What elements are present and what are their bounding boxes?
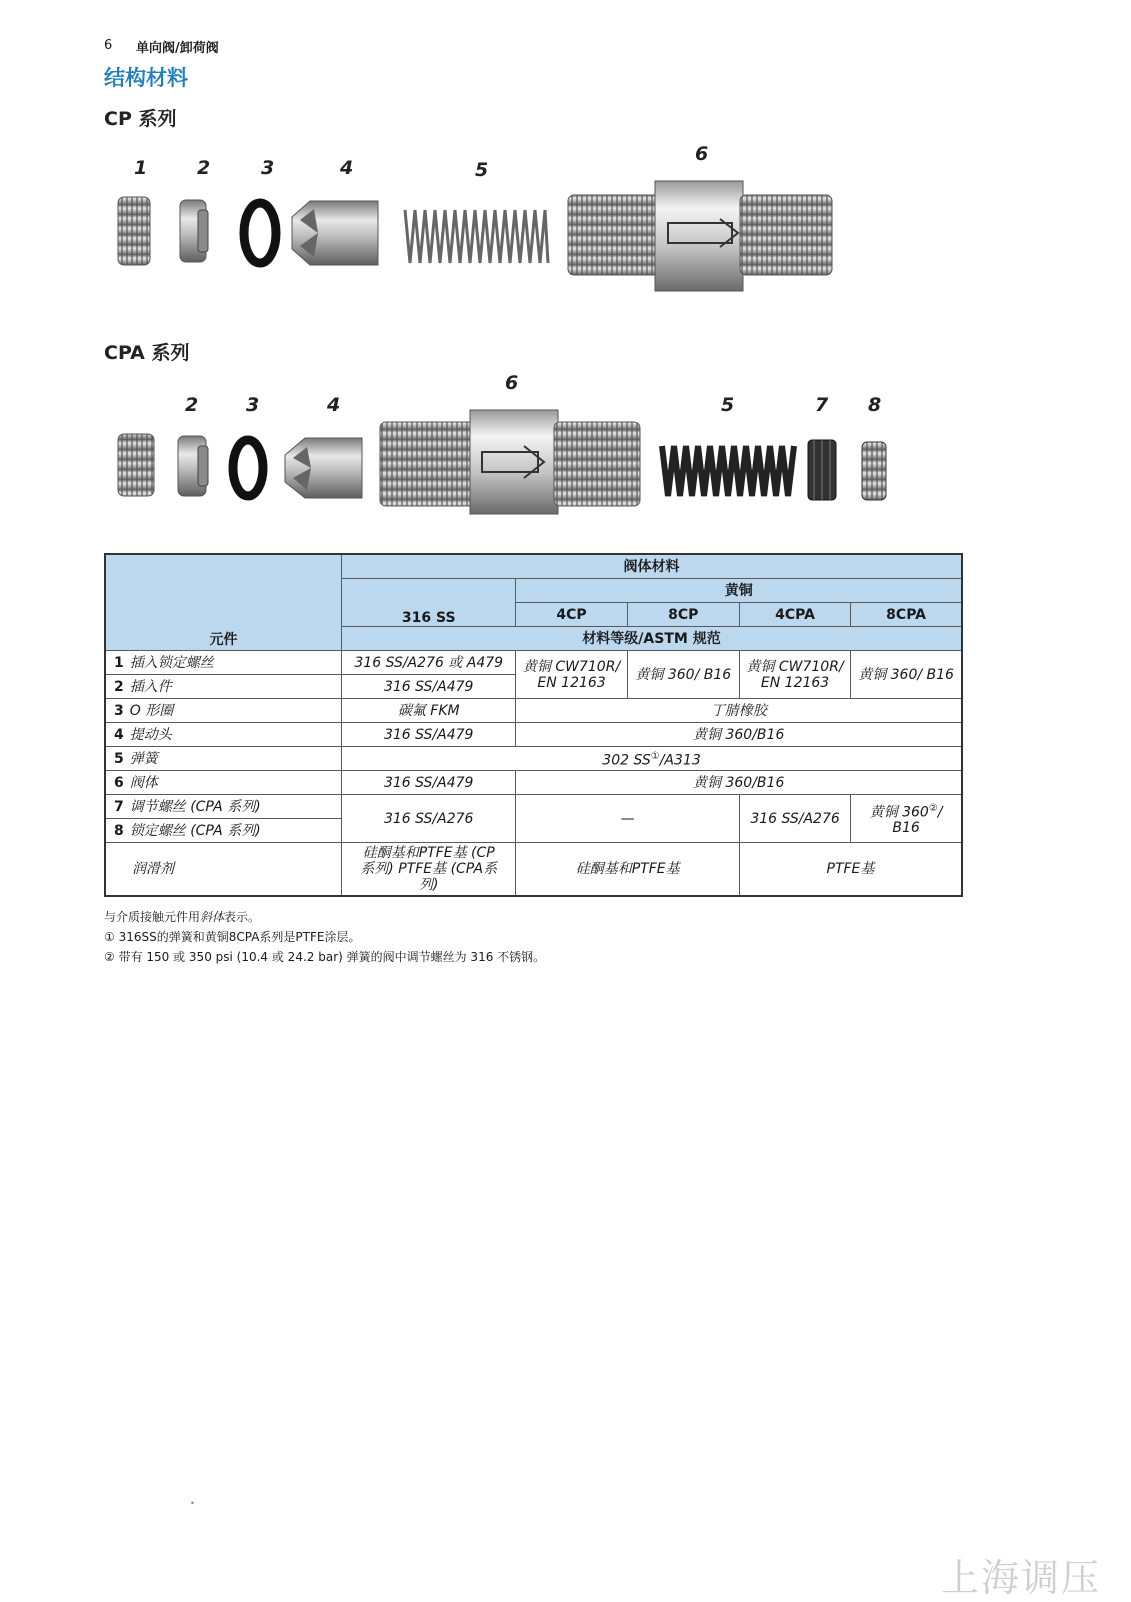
cell-brass: 黄铜 360/B16 xyxy=(516,723,962,747)
note-wetted-italic: 斜体 xyxy=(200,910,225,924)
lock-screw-part xyxy=(862,442,886,500)
adjusting-screw-part xyxy=(808,440,836,500)
col-8cpa: 8CPA xyxy=(851,603,962,627)
note-1: ① 316SS的弹簧和黄铜8CPA系列是PTFE涂层。 xyxy=(104,930,361,944)
footnote-mark-1: ① xyxy=(650,750,660,762)
table-row xyxy=(105,795,962,819)
row-label: 阀体 xyxy=(129,774,158,791)
cp-series-title: CP 系列 xyxy=(104,108,177,130)
cpa-parts-illustration xyxy=(100,410,900,520)
row-label: 润滑剂 xyxy=(105,843,342,897)
section-title: 结构材料 xyxy=(104,66,188,90)
row-number: 2 xyxy=(114,678,124,695)
o-ring-part xyxy=(233,440,263,496)
valve-body-part xyxy=(568,181,832,291)
poppet-part xyxy=(292,201,378,265)
insert-part xyxy=(180,200,208,262)
col-4cpa: 4CPA xyxy=(739,603,850,627)
cell-cpa: PTFE基 xyxy=(739,843,962,897)
ss-header: 316 SS xyxy=(342,579,516,627)
col-4cp: 4CP xyxy=(516,603,627,627)
cell-ss: 316 SS/A479 xyxy=(342,771,516,795)
row-label: 调节螺丝 (CPA 系列) xyxy=(129,798,261,815)
cp-label-4: 4 xyxy=(340,157,354,179)
footnotes xyxy=(104,907,545,967)
cpa-label-6: 6 xyxy=(505,372,519,394)
cell-cp: — xyxy=(516,795,740,843)
table-row xyxy=(105,843,962,897)
insert-lock-screw-part xyxy=(118,434,154,496)
cell-8cp: 黄铜 360/ B16 xyxy=(627,651,739,699)
cell-ss: 316 SS/A276 或 A479 xyxy=(342,651,516,675)
row-number: 7 xyxy=(114,798,124,815)
col-8cp: 8CP xyxy=(627,603,739,627)
cell-ss: 316 SS/A479 xyxy=(342,723,516,747)
row-number: 4 xyxy=(114,726,124,743)
row-label: 插入件 xyxy=(129,678,172,695)
cell-8cpa-text-suffix: / B16 xyxy=(892,804,943,837)
cp-parts-illustration xyxy=(100,175,860,300)
cell-4cpa: 316 SS/A276 xyxy=(739,795,850,843)
materials-table xyxy=(104,553,963,897)
cell-ss: 碳氟 FKM xyxy=(342,699,516,723)
cpa-label-8: 8 xyxy=(868,394,882,416)
cell-cp: 硅酮基和PTFE基 xyxy=(516,843,740,897)
watermark: 上海调压 xyxy=(940,1556,1101,1600)
cpa-label-3: 3 xyxy=(246,394,260,416)
running-title: 单向阀/卸荷阀 xyxy=(136,41,219,56)
cpa-label-7: 7 xyxy=(815,394,829,416)
insert-part xyxy=(178,436,208,496)
row-number: 1 xyxy=(114,654,124,671)
cell-8cpa: 黄铜 360/ B16 xyxy=(851,651,962,699)
cell-8cpa-text: 黄铜 360 xyxy=(869,804,929,821)
row-number: 8 xyxy=(114,822,124,839)
table-row xyxy=(105,699,962,723)
row-label: 提动头 xyxy=(129,726,172,743)
spring-part xyxy=(662,446,794,496)
cell-ss: 316 SS/A276 xyxy=(342,795,516,843)
spring-part xyxy=(405,210,548,263)
cell-all-text: 302 SS xyxy=(602,752,651,769)
poppet-part xyxy=(285,438,362,498)
cp-label-1: 1 xyxy=(134,157,148,179)
cell-4cp: 黄铜 CW710R/ EN 12163 xyxy=(516,651,627,699)
brass-header: 黄铜 xyxy=(516,579,962,603)
table-row xyxy=(105,747,962,771)
row-label: 插入锁定螺丝 xyxy=(129,654,214,671)
footnote-mark-2: ② xyxy=(928,802,938,814)
table-row xyxy=(105,651,962,675)
cpa-label-4: 4 xyxy=(327,394,341,416)
insert-lock-screw-part xyxy=(118,197,150,265)
table-row xyxy=(105,723,962,747)
note-2: ② 带有 150 或 350 psi (10.4 或 24.2 bar) 弹簧的阀中调节螺丝为 316 不锈钢。 xyxy=(104,950,546,964)
cell-brass: 丁腈橡胶 xyxy=(516,699,962,723)
page-number: 6 xyxy=(104,38,113,53)
cell-8cpa xyxy=(851,795,962,843)
body-material-header: 阀体材料 xyxy=(342,554,962,579)
cp-label-2: 2 xyxy=(197,157,211,179)
cpa-label-5: 5 xyxy=(721,394,735,416)
row-number: 6 xyxy=(114,774,124,791)
cell-ss: 硅酮基和PTFE基 (CP系列) PTFE基 (CPA系列) xyxy=(342,843,516,897)
cell-brass: 黄铜 360/B16 xyxy=(516,771,962,795)
note-wetted-text: 与介质接触元件用 xyxy=(104,910,201,924)
row-number: 5 xyxy=(114,750,124,767)
row-label: 弹簧 xyxy=(129,750,158,767)
cell-all xyxy=(342,747,962,771)
cell-all-text-suffix: /A313 xyxy=(659,752,701,769)
cp-label-5: 5 xyxy=(475,159,489,181)
cp-label-6: 6 xyxy=(695,143,709,165)
note-wetted-suffix: 表示。 xyxy=(224,910,261,924)
row-label: 锁定螺丝 (CPA 系列) xyxy=(129,822,261,839)
cpa-series-title: CPA 系列 xyxy=(104,342,190,364)
cpa-label-2: 2 xyxy=(185,394,199,416)
cell-ss: 316 SS/A479 xyxy=(342,675,516,699)
o-ring-part xyxy=(244,203,276,263)
component-header: 元件 xyxy=(105,554,342,651)
row-label: O 形圈 xyxy=(129,702,174,719)
cp-label-3: 3 xyxy=(261,157,275,179)
note-wetted xyxy=(104,907,545,927)
row-number: 3 xyxy=(114,702,124,719)
table-row xyxy=(105,771,962,795)
cell-4cpa: 黄铜 CW710R/ EN 12163 xyxy=(739,651,850,699)
page-mark: • xyxy=(190,1499,195,1508)
valve-body-part xyxy=(380,410,640,514)
grade-header: 材料等级/ASTM 规范 xyxy=(342,627,962,651)
